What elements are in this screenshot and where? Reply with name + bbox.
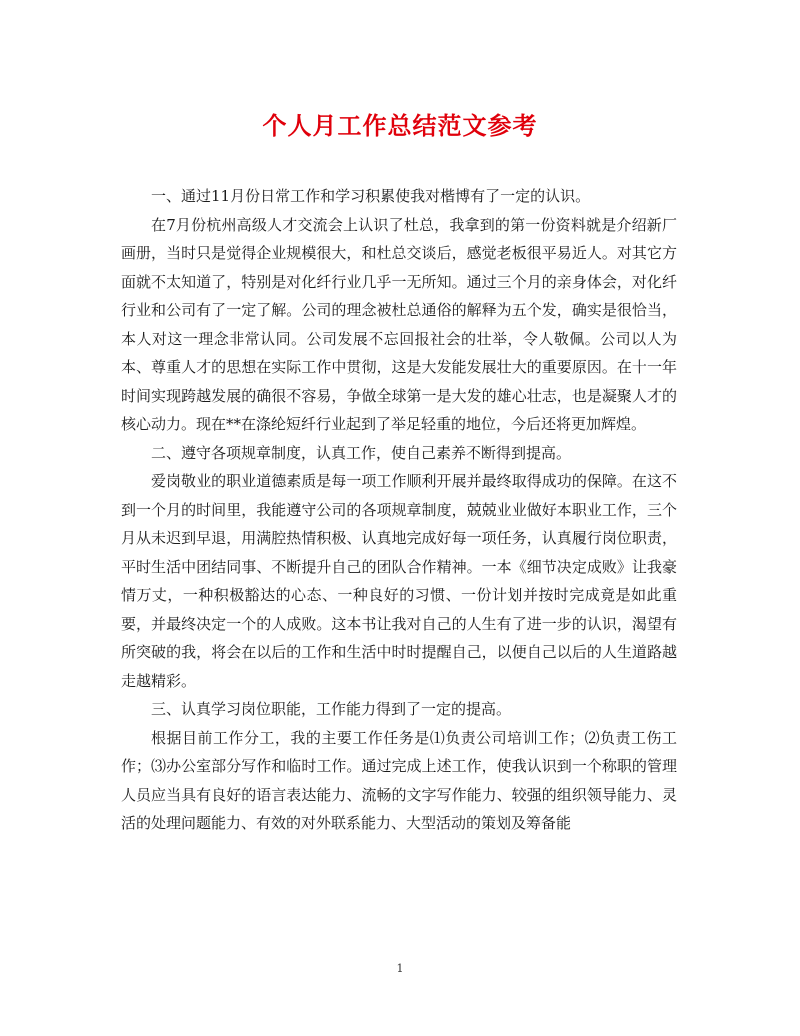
section-heading-2: 二、遵守各项规章制度，认真工作，使自己素养不断得到提高。 (151, 443, 572, 462)
document-title: 个人月工作总结范文参考 (262, 111, 538, 140)
body-paragraph-2: 爱岗敬业的职业道德素质是每一项工作顺利开展并最终取得成功的保障。在这不到一个月的时间里，我能遵守公司的各项规章制度，兢兢业业做好本职业工作，三个月从未迟到早退，用满腔热情积极、认真地完成好每一项任务，认真履行岗位职责，平时生活中团结同事、不断提升自己的团队合作精神。一本《细节决定成败》让我豪情万丈，一种积极豁达的心态、一种良好的习惯、一份计划并按时完成竟是如此重要，并最终决定一个的人成败。这本书让我对自己的人生有了进一步的认识，渴望有所突破的我，将会在以后的工作和生活中时时提醒自己，以便自己以后的人生道路越走越精彩。 (121, 472, 677, 690)
body-paragraph-1: 在7月份杭州高级人才交流会上认识了杜总，我拿到的第一份资料就是介绍新厂画册，当时只是觉得企业规模很大，和杜总交谈后，感觉老板很平易近人。对其它方面就不太知道了，特别是对化纤行业几乎一无所知。通过三个月的亲身体会，对化纤行业和公司有了一定了解。公司的理念被杜总通俗的解释为五个发，确实是很恰当，本人对这一理念非常认同。公司发展不忘回报社会的壮举，令人敬佩。公司以人为本、尊重人才的思想在实际工作中贯彻，这是大发能发展壮大的重要原因。在十一年时间实现跨越发展的确很不容易，争做全球第一是大发的雄心壮志，也是凝聚人才的核心动力。现在**在涤纶短纤行业起到了举足轻重的地位，今后还将更加辉煌。 (121, 215, 677, 433)
body-paragraph-3: 根据目前工作分工，我的主要工作任务是⑴负责公司培训工作；⑵负责工伤工作；⑶办公室部分写作和临时工作。通过完成上述工作，使我认识到一个称职的管理人员应当具有良好的语言表达能力、流畅的文字写作能力、较强的组织领导能力、灵活的处理问题能力、有效的对外联系能力、大型活动的策划及筹备能 (121, 728, 677, 832)
document-body (121, 182, 677, 838)
section-heading-3: 三、认真学习岗位职能，工作能力得到了一定的提高。 (151, 700, 512, 718)
section-heading-1: 一、通过11月份日常工作和学习积累使我对楷博有了一定的认识。 (151, 187, 591, 205)
page-number: 1 (396, 962, 404, 975)
